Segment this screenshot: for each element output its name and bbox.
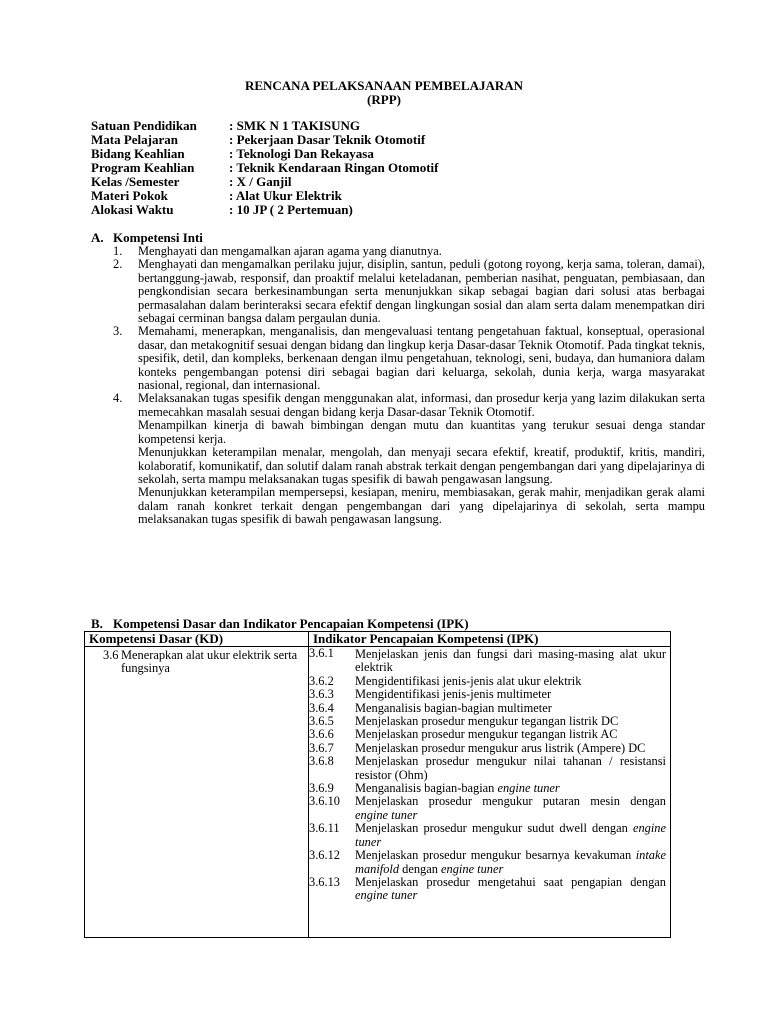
ipk-number: 3.6.8 [309,754,334,769]
item-text: Menghayati dan mengamalkan perilaku jujur, disiplin, santun, peduli (gotong royong, kerja sama, toleran, damai), bertanggung-jawab, responsif, dan proaktif melalui keteladanan, pemberian nasihat, penguatan, pembiasaan, dan pengkondisian secara berkesinambungan serta menunjukkan sikap sebagai bagian dari solusi atas berbagai permasalahan dalam berinteraksi secara efektif dengan lingkungan sosial dan alam serta dalam menempatkan diri sebagai cerminan bangsa dalam pergaulan dunia. [138,257,705,326]
list-item [113,392,705,526]
ipk-text: Menjelaskan prosedur mengukur nilai tahanan / resistansi resistor (Ohm) [355,754,666,782]
ipk-text: Menjelaskan prosedur mengetahui saat pengapian dengan [355,874,666,889]
table-row [85,647,671,938]
ipk-number: 3.6.7 [309,740,334,755]
list-item [113,245,705,258]
ipk-number: 3.6.2 [309,673,334,688]
ipk-text: Menjelaskan prosedur mengukur tegangan listrik AC [355,727,618,742]
item-text: Melaksanakan tugas spesifik dengan menggunakan alat, informasi, dan prosedur kerja yang lazim dilakukan serta memecahkan masalah sesuai dengan bidang kerja Dasar-dasar Teknik Otomotif. [138,391,705,419]
ipk-number: 3.6.13 [309,874,340,889]
ipk-text: dengan [399,861,442,876]
ipk-item [309,647,670,675]
item-text: Memahami, menerapkan, menganalisis, dan mengevaluasi tentang pengetahuan faktual, konseptual, operasional dasar, dan metakognitif sesuai dengan bidang dan lingkup kerja Dasar-dasar Teknik Otomotif. Pada tingkat teknis, spesifik, detil, dan kompleks, berkenaan dengan ilmu pengetahuan, teknologi, seni, budaya, dan humaniora dalam konteks pengembangan potensi diri sebagai bagian dari keluarga, sekolah, dunia kerja, warga masyarakat nasional, regional, dan internasional. [138,324,705,393]
item-paragraph: Menampilkan kinerja di bawah bimbingan dengan mutu dan kuantitas yang terukur sesuai denga standar kompetensi kerja. [138,418,705,446]
ipk-item [309,715,670,728]
ipk-number: 3.6.10 [309,794,340,809]
ipk-text: Menjelaskan prosedur mengukur arus listrik (Ampere) DC [355,740,646,755]
identity-value: : Alat Ukur Elektrik [229,188,342,203]
ipk-item [309,728,670,741]
kd-entry [85,647,308,675]
identity-value: : Pekerjaan Dasar Teknik Otomotif [229,132,426,147]
ipk-number: 3.6.5 [309,714,334,729]
ipk-text: Menjelaskan prosedur mengukur putaran mesin dengan [355,794,666,809]
ipk-text: Menganalisis bagian-bagian [355,781,498,796]
table-header-row [85,632,671,647]
ipk-number: 3.6.4 [309,700,334,715]
item-number: 4. [113,391,123,406]
kd-ipk-table [84,631,671,938]
ipk-text: Menjelaskan prosedur mengukur besarnya kevakuman [355,848,636,863]
ipk-number: 3.6.9 [309,781,334,796]
ipk-item [309,849,670,876]
ipk-column-header: Indikator Pencapaian Kompetensi (IPK) [309,632,671,647]
identity-label: Program Keahlian [91,160,195,175]
item-number: 2. [113,257,123,272]
document-title: RENCANA PELAKSANAAN PEMBELAJARAN [244,78,524,93]
ipk-number: 3.6.6 [309,727,334,742]
ipk-item [309,755,670,782]
ipk-number: 3.6.12 [309,848,340,863]
item-text: Menghayati dan mengamalkan ajaran agama yang dianutnya. [138,244,442,258]
item-paragraph: Menunjukkan keterampilan menalar, mengolah, dan menyaji secara efektif, kreatif, produktif, kritis, mandiri, kolaboratif, komunikatif, dan solutif dalam ranah abstrak terkait dengan pengembangan dari yang dipelajarinya di sekolah, serta mampu melaksanakan tugas spesifik di bawah pengawasan langsung. [138,445,705,486]
section-letter: A. [91,230,104,245]
ipk-italic-term: engine tuner [441,861,504,876]
document-subtitle: (RPP) [367,92,401,107]
section-title: Kompetensi Dasar dan Indikator Pencapaian Kompetensi (IPK) [113,616,469,631]
ipk-text: Menjelaskan prosedur mengukur tegangan listrik DC [355,714,619,729]
ipk-item [309,702,670,715]
ipk-text: Menjelaskan jenis dan fungsi dari masing-masing alat ukur elektrik [355,647,666,675]
kd-text: Menerapkan alat ukur elektrik serta fungsinya [121,648,298,676]
ipk-item [309,675,670,688]
identity-label: Satuan Pendidikan [91,118,197,133]
section-b-heading [91,617,469,631]
ipk-item [309,782,670,795]
kompetensi-inti-list [113,245,705,527]
kd-cell [85,647,309,938]
ipk-number: 3.6.1 [309,646,334,660]
identity-label: Mata Pelajaran [91,132,179,147]
identity-value: : X / Ganjil [229,174,292,189]
identity-label: Bidang Keahlian [91,146,185,161]
identity-label: Kelas /Semester [91,174,180,189]
ipk-item [309,822,670,849]
identity-value: : Teknik Kendaraan Ringan Otomotif [229,160,439,175]
ipk-cell [309,647,671,938]
section-a-heading [91,231,203,245]
identity-label: Materi Pokok [91,188,168,203]
section-title: Kompetensi Inti [113,230,203,245]
ipk-number: 3.6.11 [309,821,340,836]
ipk-italic-term: engine tuner [355,821,666,849]
item-number: 3. [113,324,123,339]
ipk-italic-term: engine tuner [355,888,418,903]
item-paragraph: Menunjukkan keterampilan mempersepsi, kesiapan, meniru, membiasakan, gerak mahir, menjadikan gerak alami dalam ranah konkret terkait dengan pengembangan dari yang dipelajarinya di sekolah, serta mampu melaksanakan tugas spesifik di bawah pengawasan langsung. [138,485,705,527]
section-letter: B. [91,616,103,631]
ipk-text: Mengidentifikasi jenis-jenis alat ukur elektrik [355,673,582,688]
ipk-text: Mengidentifikasi jenis-jenis multimeter [355,687,552,702]
kd-column-header: Kompetensi Dasar (KD) [85,632,309,647]
list-item [113,325,705,392]
identity-label: Alokasi Waktu [91,202,174,217]
ipk-item [309,742,670,755]
kd-number: 3.6 [103,648,119,662]
ipk-italic-term: engine tuner [355,807,418,822]
ipk-text: Menjelaskan prosedur mengukur sudut dwell dengan [355,821,633,836]
identity-value: : 10 JP ( 2 Pertemuan) [229,202,353,217]
ipk-item [309,795,670,822]
ipk-item [309,688,670,701]
identity-value: : SMK N 1 TAKISUNG [229,118,360,133]
ipk-italic-term: intake manifold [355,848,666,876]
ipk-italic-term: engine tuner [497,781,560,796]
list-item [113,258,705,325]
ipk-item [309,876,670,903]
item-number: 1. [113,244,123,258]
ipk-text: Menganalisis bagian-bagian multimeter [355,700,552,715]
ipk-number: 3.6.3 [309,687,334,702]
identity-value: : Teknologi Dan Rekayasa [229,146,374,161]
